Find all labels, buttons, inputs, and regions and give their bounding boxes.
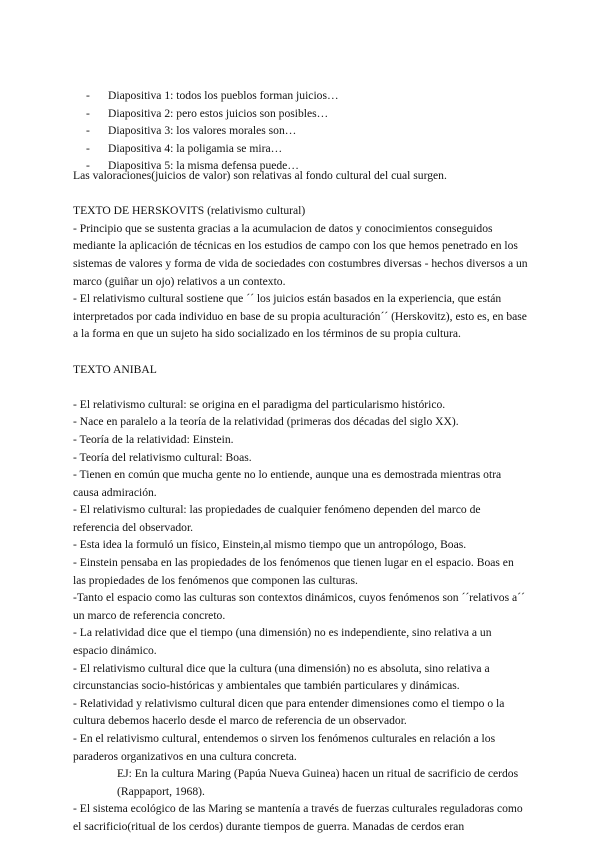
paragraph: - El relativismo cultural dice que la cultura (una dimensión) no es absoluta, sino relativa a circunstancias socio-históricas y ambientales que también particulares y dinámicas. (73, 661, 490, 693)
list-item (86, 105, 339, 123)
bullet-dash: - (86, 124, 90, 138)
paragraph: - En el relativismo cultural, entendemos o sirven los fenómenos culturales en relación a los paraderos organizativos en una cultura concreta. (73, 732, 496, 763)
paragraph: - Esta idea la formuló un físico, Einstein,al mismo tiempo que un antropólogo, Boas. (73, 538, 467, 552)
paragraph: - Einstein pensaba en las propiedades de los fenómenos que tienen lugar en el espacio. Boas en las propiedades de los fenómenos que componen las culturas. (73, 556, 514, 587)
bullet-text: Diapositiva 1: todos los pueblos forman juicios… (108, 89, 339, 102)
paragraph: - Teoría del relativismo cultural: Boas. (73, 450, 252, 464)
herskovits-heading: TEXTO DE HERSKOVITS (relativismo cultural) (73, 204, 306, 218)
paragraph: - El sistema ecológico de las Maring se mantenía a través de fuerzas culturales reguladoras como el sacrificio(ritual de los cerdos) durante tiempos de guerra. Manadas de cerdos eran (73, 802, 523, 833)
bullet-text: Diapositiva 4: la poligamia se mira… (108, 141, 283, 155)
list-item (86, 122, 339, 140)
slide-bullet-list (86, 87, 339, 175)
bullet-text: Diapositiva 3: los valores morales son… (108, 124, 297, 138)
list-item (86, 140, 339, 158)
anibal-heading: TEXTO ANIBAL (73, 362, 157, 376)
bullet-dash: - (86, 106, 90, 120)
paragraph: - Teoría de la relatividad: Einstein. (73, 432, 234, 446)
list-item (86, 87, 339, 105)
bullet-dash: - (86, 89, 90, 102)
paragraph: - Principio que se sustenta gracias a la acumulacion de datos y conocimientos conseguidos mediante la aplicación de técnicas en los estudios de campo con los que hemos penetrado en los sistemas de valores y forma de vida de sociedades con costumbres diversas - hechos diversos a un marco (guiñar un ojo) relativos a un contexto. (73, 221, 528, 288)
bullet-dash: - (86, 159, 90, 173)
bullet-text: Diapositiva 2: pero estos juicios son posibles… (108, 106, 329, 120)
paragraph: - El relativismo cultural: las propiedades de cualquier fenómeno dependen del marco de referencia del observador. (73, 503, 481, 534)
paragraph: - El relativismo cultural sostiene que ´´ los juicios están basados en la experiencia, que están interpretados por cada individuo en base de su propia aculturación´´ (Herskovitz), esto es, en base a la forma en que un sujeto ha sido socializado en los términos de su propia cultura. (73, 292, 527, 341)
paragraph: - La relatividad dice que el tiempo (una dimensión) no es independiente, sino relativa a un espacio dinámico. (73, 626, 492, 658)
paragraph: - El relativismo cultural: se origina en el paradigma del particularismo histórico. (73, 397, 446, 411)
paragraph: - Tienen en común que mucha gente no lo entiende, aunque una es demostrada mientras otra causa admiración. (73, 468, 502, 499)
bullet-dash: - (86, 141, 90, 155)
paragraph: - Relatividad y relativismo cultural dicen que para entender dimensiones como el tiempo o la cultura debemos hacerlo desde el marco de referencia de un observador. (73, 696, 505, 728)
paragraph: - Nace en paralelo a la teoría de la relatividad (primeras dos décadas del siglo XX). (73, 415, 459, 429)
example-paragraph: EJ: En la cultura Maring (Papúa Nueva Guinea) hacen un ritual de sacrificio de cerdos (Rappaport, 1968). (117, 767, 519, 798)
bullet-text: Diapositiva 5: la misma defensa puede… (108, 159, 299, 173)
document-body (73, 167, 528, 836)
paragraph: -Tanto el espacio como las culturas son contextos dinámicos, cuyos fenómenos son ´´relativos a´´ un marco de referencia concreto. (73, 591, 525, 622)
valoraciones-paragraph: Las valoraciones(juicios de valor) son relativas al fondo cultural del cual surgen. (73, 169, 447, 182)
